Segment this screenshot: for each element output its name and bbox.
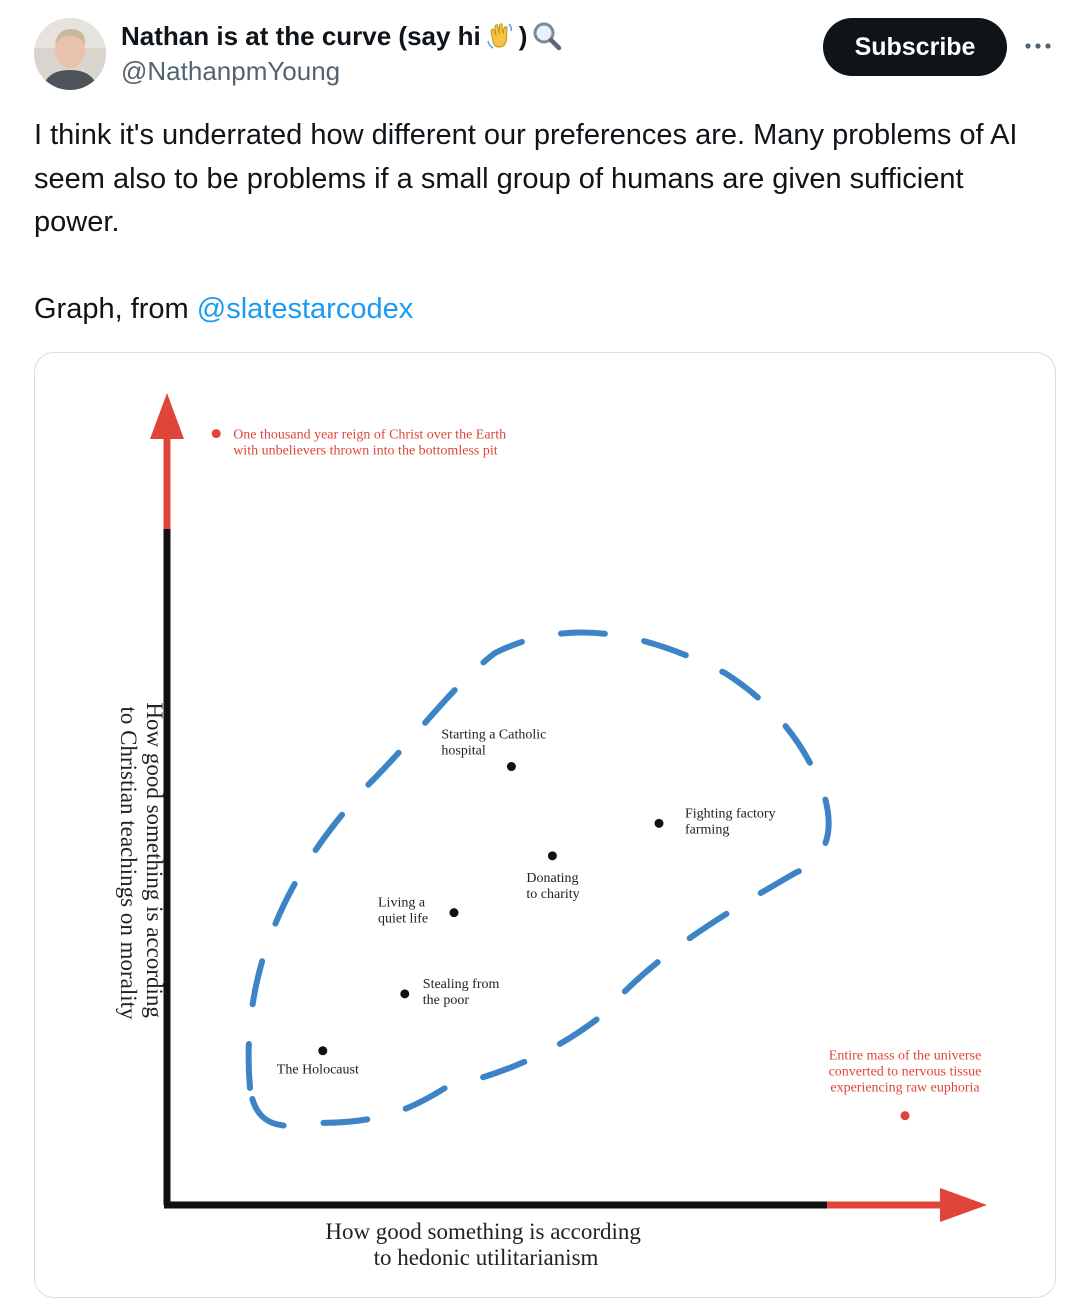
data-point-label [829, 1049, 982, 1096]
data-point-label-line: converted to nervous tissue [828, 1064, 982, 1080]
tweet-source-line [34, 288, 1054, 332]
data-point-label-line: Donating [526, 870, 579, 886]
y-axis-label-line: How good something is according [142, 702, 167, 1018]
user-handle[interactable]: @NathanpmYoung [121, 56, 341, 86]
data-point-label-line: experiencing raw euphoria [830, 1080, 980, 1096]
y-axis-label [116, 702, 167, 1023]
data-point-label-line: hospital [441, 743, 486, 759]
data-point-label-line: One thousand year reign of Christ over the Earth [233, 427, 507, 443]
data-point-label-line: Living a [378, 895, 426, 911]
mention-link[interactable]: @slatestarcodex [196, 292, 414, 325]
data-point-label [441, 728, 546, 759]
data-point-label [378, 896, 428, 927]
avatar-image [34, 18, 106, 90]
tweet-header [0, 0, 1070, 100]
data-point-label [423, 977, 500, 1008]
data-point [655, 819, 664, 828]
data-point-label-line: to charity [526, 886, 580, 902]
chart-points [212, 428, 982, 1121]
more-options-icon[interactable] [1018, 28, 1058, 64]
x-axis-label-line: How good something is according [325, 1219, 641, 1244]
data-point-label [685, 806, 776, 837]
x-axis-label [325, 1219, 646, 1270]
x-axis-arrowhead [940, 1188, 987, 1222]
avatar[interactable] [34, 18, 106, 90]
data-point-label-line: Fighting factory [685, 806, 776, 822]
data-point-label-line: with unbelievers thrown into the bottomless pit [233, 443, 498, 459]
tweet-source-prefix: Graph, from [34, 292, 197, 325]
tweet-text [34, 114, 1054, 331]
tweet-body-text: I think it's underrated how different our preferences are. Many problems of AI seem also to be problems if a small group of humans are given sufficient power. [34, 119, 1018, 238]
data-point [507, 762, 516, 771]
data-point [548, 851, 557, 860]
display-name-end: ) [518, 20, 528, 51]
data-point-label-line: quiet life [378, 911, 429, 927]
x-axis-label-line: to hedonic utilitarianism [373, 1245, 599, 1270]
data-point [400, 989, 409, 998]
data-point-label [277, 1063, 359, 1078]
waving-hand-icon [485, 21, 515, 51]
magnifying-glass-icon [531, 20, 563, 52]
y-axis-arrowhead [150, 393, 184, 439]
display-name-text: Nathan is at the curve (say hi [121, 20, 481, 51]
tweet-media-image[interactable] [34, 352, 1056, 1298]
data-point [212, 429, 221, 438]
data-point-label-line: farming [685, 822, 730, 838]
display-name[interactable] [121, 20, 563, 52]
data-point-label-line: the poor [422, 992, 470, 1008]
x-axis-accent [827, 1202, 947, 1209]
data-point-label-line: Starting a Catholic [441, 727, 547, 743]
data-point-label [233, 428, 506, 459]
data-point [318, 1046, 327, 1055]
data-point [901, 1111, 910, 1120]
y-axis-label-line: to Christian teachings on morality [116, 706, 141, 1020]
data-point-label [526, 871, 579, 902]
data-point [450, 908, 459, 917]
subscribe-button[interactable]: Subscribe [823, 18, 1007, 76]
data-point-label-line: Entire mass of the universe [828, 1048, 982, 1064]
chart-axes [150, 393, 987, 1222]
data-point-label-line: The Holocaust [276, 1062, 359, 1078]
chart [35, 353, 1055, 1297]
data-point-label-line: Stealing from [422, 976, 500, 992]
